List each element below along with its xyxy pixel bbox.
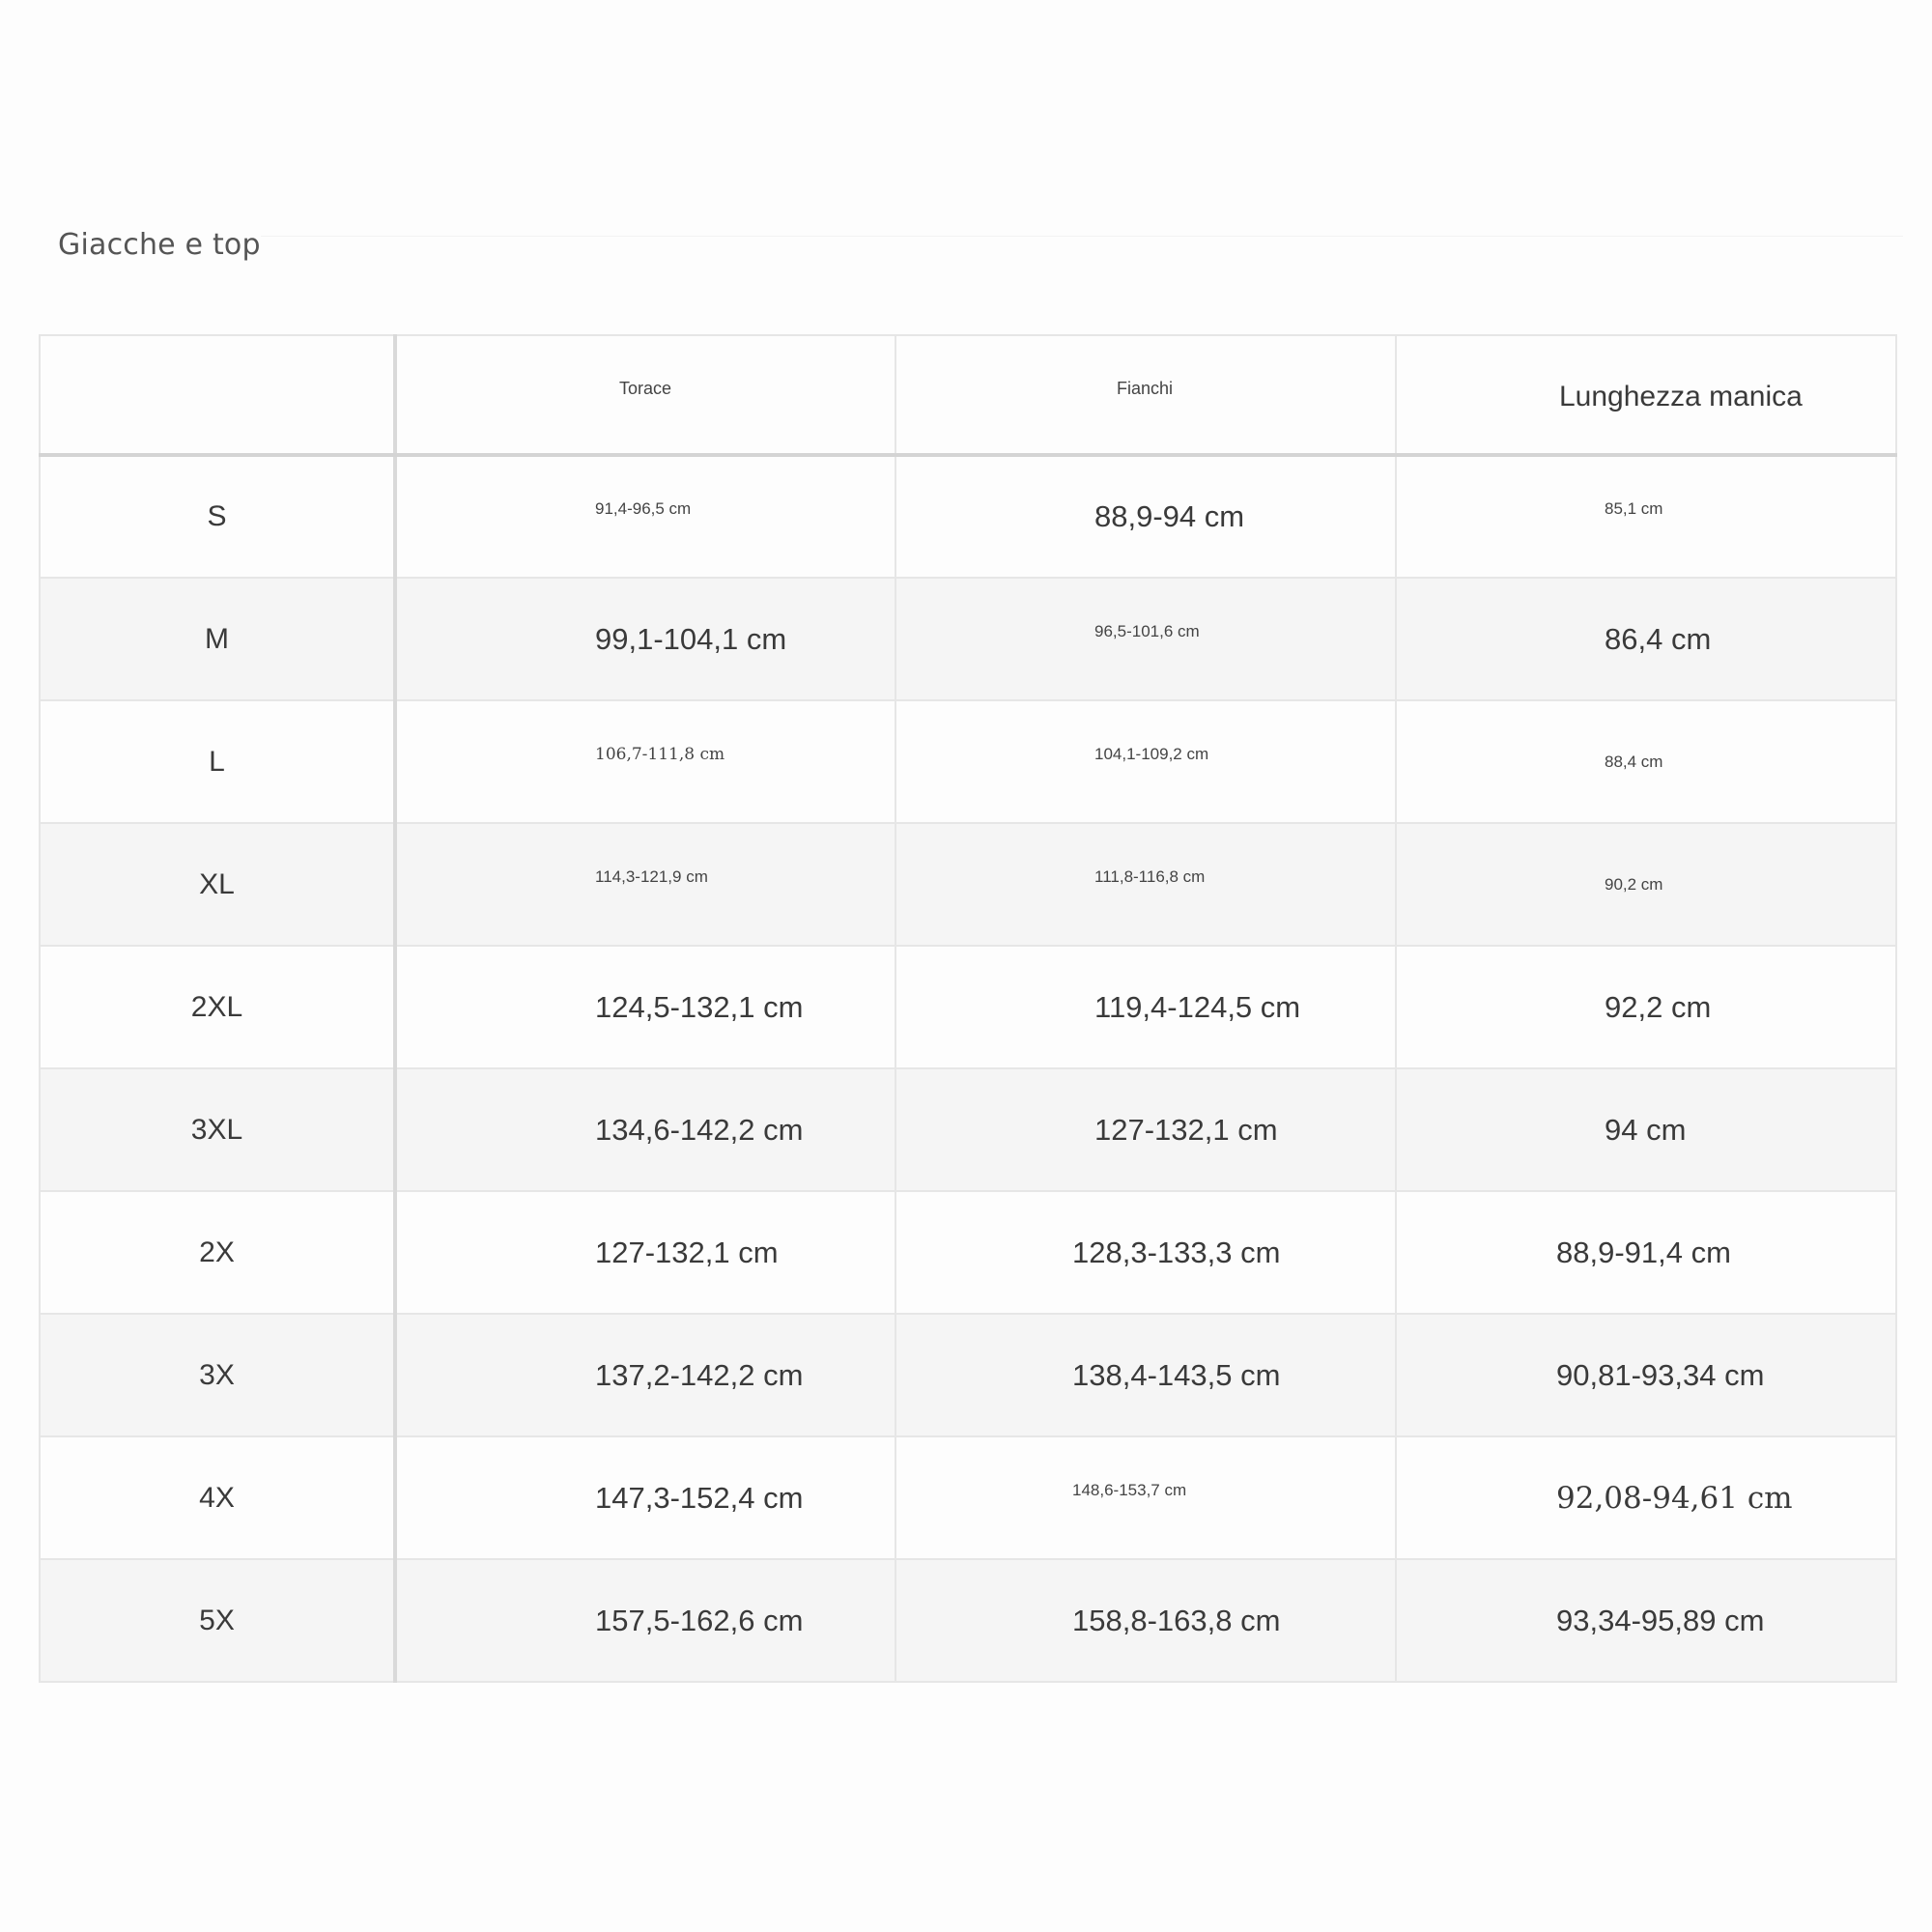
table-row	[40, 455, 1896, 578]
chest-value: 99,1-104,1 cm	[595, 621, 787, 656]
hips-value: 104,1-109,2 cm	[1094, 744, 1209, 763]
table-row	[40, 1191, 1896, 1314]
size-label: 2XL	[40, 946, 395, 1068]
size-label: 3XL	[40, 1068, 395, 1191]
size-label: XL	[40, 823, 395, 946]
chest-value: 124,5-132,1 cm	[595, 989, 804, 1024]
hips-value: 158,8-163,8 cm	[1072, 1603, 1281, 1637]
table-row	[40, 823, 1896, 946]
sleeve-value: 93,34-95,89 cm	[1556, 1603, 1765, 1637]
hips-value: 111,8-116,8 cm	[1094, 867, 1206, 886]
table-row	[40, 1559, 1896, 1682]
table-row	[40, 1314, 1896, 1436]
table-row	[40, 1436, 1896, 1559]
sleeve-value: 92,08-94,61 cm	[1556, 1480, 1793, 1516]
sleeve-value: 92,2 cm	[1605, 989, 1712, 1024]
header-hips: Fianchi	[895, 335, 1396, 455]
chest-value: 157,5-162,6 cm	[595, 1603, 804, 1637]
sleeve-value: 88,9-91,4 cm	[1556, 1235, 1731, 1269]
sleeve-value: 94 cm	[1605, 1112, 1687, 1147]
chest-value: 91,4-96,5 cm	[595, 499, 692, 518]
size-label: S	[40, 455, 395, 578]
hips-value: 127-132,1 cm	[1094, 1112, 1278, 1147]
header-corner-cell	[40, 335, 395, 455]
hips-value: 138,4-143,5 cm	[1072, 1357, 1281, 1392]
header-row	[40, 335, 1896, 455]
chest-value: 147,3-152,4 cm	[595, 1480, 804, 1515]
size-label: 4X	[40, 1436, 395, 1559]
sleeve-value: 90,2 cm	[1605, 874, 1663, 894]
table-row	[40, 578, 1896, 700]
size-chart-table	[39, 334, 1897, 1683]
chest-value: 134,6-142,2 cm	[595, 1112, 804, 1147]
size-label: 2X	[40, 1191, 395, 1314]
chest-value: 137,2-142,2 cm	[595, 1357, 804, 1392]
chest-value: 106,7-111,8 cm	[595, 744, 725, 764]
sleeve-value: 88,4 cm	[1605, 752, 1663, 771]
header-sleeve-length: Lunghezza manica	[1396, 335, 1896, 455]
section-title: Giacche e top	[58, 228, 261, 262]
chest-value: 127-132,1 cm	[595, 1235, 779, 1269]
header-chest: Torace	[395, 335, 895, 455]
table-row	[40, 1068, 1896, 1191]
hips-value: 88,9-94 cm	[1094, 499, 1245, 533]
hips-value: 148,6-153,7 cm	[1072, 1480, 1187, 1499]
title-divider	[261, 236, 1903, 237]
sleeve-value: 90,81-93,34 cm	[1556, 1357, 1765, 1392]
chest-value: 114,3-121,9 cm	[595, 867, 708, 886]
table-row	[40, 946, 1896, 1068]
size-label: M	[40, 578, 395, 700]
size-label: 3X	[40, 1314, 395, 1436]
size-label: L	[40, 700, 395, 823]
hips-value: 96,5-101,6 cm	[1094, 621, 1200, 640]
sleeve-value: 86,4 cm	[1605, 621, 1712, 656]
hips-value: 128,3-133,3 cm	[1072, 1235, 1281, 1269]
hips-value: 119,4-124,5 cm	[1094, 989, 1301, 1024]
sleeve-value: 85,1 cm	[1605, 499, 1663, 518]
table-row	[40, 700, 1896, 823]
size-label: 5X	[40, 1559, 395, 1682]
